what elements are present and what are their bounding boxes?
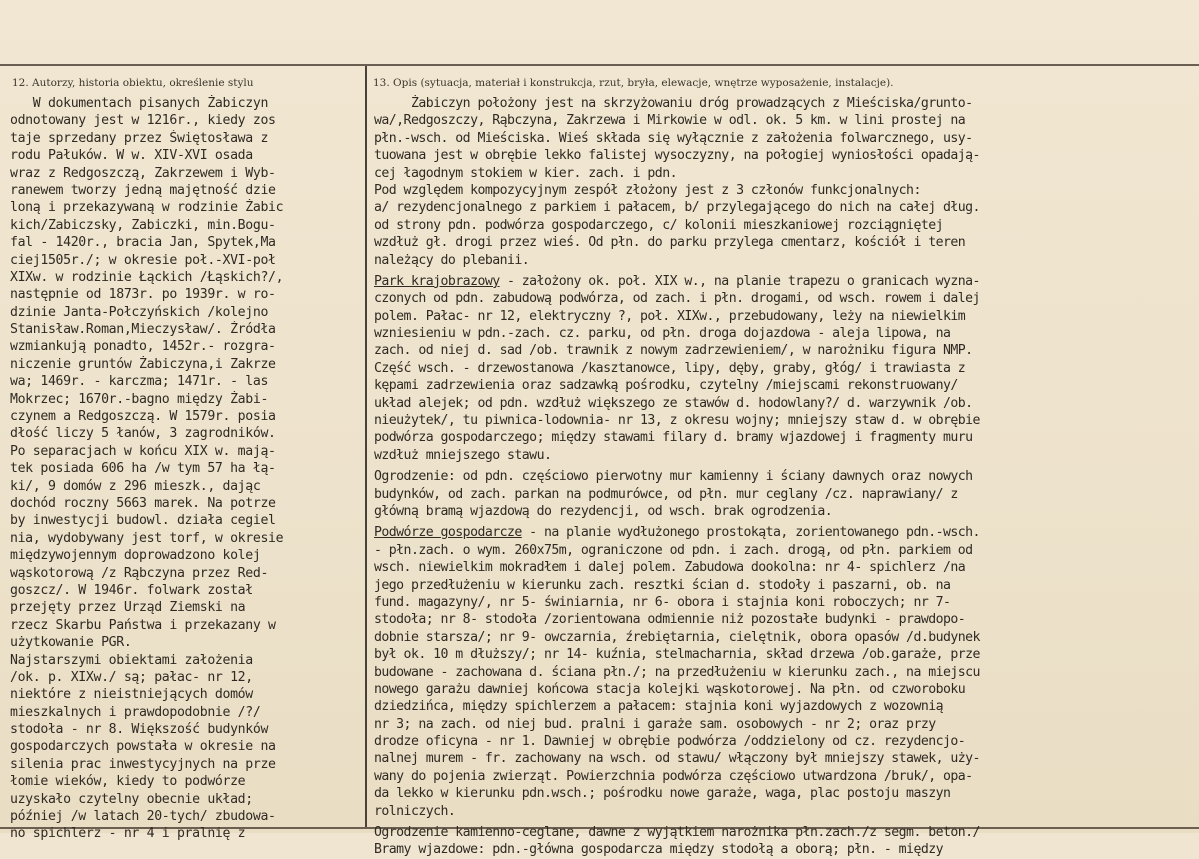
text-line: no spichlerz - nr 4 i pralnię z: [10, 826, 246, 842]
text-line: cej łagodnym stokiem w kier. zach. i pdn.: [374, 165, 677, 181]
text-line: Po separacjach w końcu XIX w. mają-: [10, 443, 276, 459]
text-line: nia, wydobywany jest torf, w okresie: [10, 530, 284, 546]
text-line: /ok. p. XIXw./ są; pałac- nr 12,: [10, 669, 253, 685]
text-line: główną bramą wjazdową do rezydencji, od wsch. brak ogrodzenia.: [374, 503, 833, 519]
history-column: [10, 95, 360, 843]
description-column: [374, 95, 1194, 859]
text-line: Stanisław.Roman,Mieczysław/. Źródła: [10, 322, 276, 338]
text-line: później /w latach 20-tych/ zbudowa-: [10, 809, 276, 825]
text-line: Ogrodzenie kamienno-ceglane, dawne z wyjątkiem narożnika płn.zach./z segm. beton./: [374, 825, 980, 841]
text-line: goszcz/. W 1946r. folwark został: [10, 582, 253, 598]
section-12-header: 12. Autorzy, historia obiektu, określenie stylu: [12, 77, 254, 89]
text-line: nowego garażu dawniej końcowa stacja kolejki wąskotorowej. Na płn. od czworoboku: [374, 681, 966, 697]
text-line: - płn.zach. o wym. 260x75m, ograniczone od pdn. i zach. drogą, od płn. parkiem od: [374, 542, 973, 558]
text-line: rolniczych.: [374, 803, 456, 819]
text-line: Najstarszymi obiektami założenia: [10, 652, 253, 668]
text-line: od strony pdn. podwórza gospodarczego, c/ kolonii mieszkaniowej rozciągniętej: [374, 217, 943, 233]
section-title: Podwórze gospodarcze: [374, 525, 522, 541]
text-line: wa; 1469r. - karczma; 1471r. - las: [10, 374, 269, 390]
text-line: da lekko w kierunku pdn.wsch.; pośrodku nowe garaże, waga, plac postoju maszyn: [374, 786, 951, 802]
text-line: następnie od 1873r. po 1939r. w ro-: [10, 287, 276, 303]
text-line: uzyskało czytelny obecnie układ;: [10, 791, 253, 807]
text-line: Park krajobrazowy - założony ok. poł. XIX w., na planie trapezu o granicach wyzna-: [374, 273, 980, 289]
text-line: wa/,Redgoszczy, Rąbczyna, Zakrzewa i Mirkowie w odl. ok. 5 km. w lini prostej na: [374, 113, 966, 129]
text-line: międzywojennym doprowadzono kolej: [10, 548, 261, 564]
text-line: Mokrzec; 1670r.-bagno między Żabi-: [10, 391, 269, 407]
text-line: drodze oficyna - nr 1. Dawniej w obrębie podwórza /oddzielony od cz. rezydencjo-: [374, 734, 966, 750]
text-line: polem. Pałac- nr 12, elektryczny ?, poł. XIXw., przebudowany, leży na niewielkim: [374, 308, 966, 324]
text-line: W dokumentach pisanych Żabiczyn: [10, 96, 269, 111]
text-line: XIXw. w rodzinie Łąckich /Łąskich?/,: [10, 269, 284, 285]
text-line: loną i przekazywaną w rodzinie Żabic: [10, 200, 284, 216]
text-line: tuowana jest w obrębie lekko falistej wysoczyzny, na połogiej wyniosłości opadają-: [374, 148, 980, 164]
text-line: wzdłuż gł. drogi przez wieś. Od płn. do parku przylega cmentarz, kościół i teren: [374, 235, 966, 251]
text-line: czonych od pdn. zabudową podwórza, od zach. i płn. drogami, od wsch. rowem i dalej: [374, 291, 980, 307]
text-line: układ alejek; od pdn. wzdłuż większego ze stawów d. hodowlany?/ d. warzywnik /ob.: [374, 395, 973, 411]
text-line: budynków, od zach. parkan na podmurówce, od płn. mur ceglany /cz. naprawiany/ z: [374, 486, 958, 502]
text-line: wzdłuż mniejszego stawu.: [374, 447, 552, 463]
text-line: łomie wieków, kiedy to podwórze: [10, 774, 246, 790]
text-line: Podwórze gospodarcze - na planie wydłużonego prostokąta, zorientowanego pdn.-wsch.: [374, 525, 980, 541]
text-line: jego przedłużeniu w kierunku zach. resztki ścian d. stodoły i paszarni, ob. na: [374, 577, 951, 593]
text-line: a/ rezydencjonalnego z parkiem i pałacem, b/ przylegającego do nich na całej dług.: [374, 200, 980, 216]
text-line: dzinie Janta-Połczyńskich /kolejno: [10, 304, 269, 320]
text-line: stodoła; nr 8- stodoła /zorientowana odmiennie niż pozostałe budynki - prawdopo-: [374, 612, 966, 628]
text-line: wzmiankują ponadto, 1452r.- rozgra-: [10, 339, 276, 355]
text-line: czynem a Redgoszczą. W 1579r. posia: [10, 409, 276, 425]
column-divider: [365, 66, 367, 827]
text-line: ki/, 9 domów z 296 mieszk., dając: [10, 478, 261, 494]
text-line: fund. magazyny/, nr 5- świniarnia, nr 6- obora i stajnia koni roboczych; nr 7-: [374, 594, 951, 610]
text-line: dochód roczny 5663 marek. Na potrze: [10, 495, 276, 511]
text-line: fal - 1420r., bracia Jan, Spytek,Ma: [10, 235, 276, 251]
text-line: Część wsch. - drzewostanowa /kasztanowce, lipy, dęby, graby, głóg/ i trawiasta z: [374, 360, 966, 376]
text-line: niektóre z nieistniejących domów: [10, 687, 253, 703]
text-line: przejęty przez Urząd Ziemski na: [10, 600, 246, 616]
text-line: ciej1505r./; w okresie poł.-XVI-poł: [10, 252, 276, 268]
text-line: nieużytek/, tu piwnica-lodownia- nr 13, z okresu wojny; mniejszy staw d. w obrębie: [374, 413, 980, 429]
text-line: stodoła - nr 8. Większość budynków: [10, 722, 269, 738]
text-line: budowane - zachowana d. ściana płn./; na przedłużeniu w kierunku zach., na miejscu: [374, 664, 980, 680]
text-line: odnotowany jest w 1216r., kiedy zos: [10, 113, 276, 129]
text-line: wsch. niewielkim mokradłem i dalej polem. Zabudowa dookolna: nr 4- spichlerz /na: [374, 560, 966, 576]
text-line: wany do pojenia zwierząt. Powierzchnia podwórza częściowo utwardzona /bruk/, opa-: [374, 768, 973, 784]
text-line: dłość liczy 5 łanów, 3 zagrodników.: [10, 426, 276, 442]
text-line: by inwestycji budowl. działa cegiel: [10, 513, 276, 529]
text-line: Żabiczyn położony jest na skrzyżowaniu dróg prowadzących z Mieściska/grunto-: [374, 96, 973, 111]
text-line: zach. od niej d. sad /ob. trawnik z nowym zadrzewieniem/, w narożniku figura NMP.: [374, 343, 973, 359]
text-line: nalnej murem - fr. zachowany na wsch. od stawu/ włączony był mniejszy stawek, uży-: [374, 751, 980, 767]
text-line: rzecz Skarbu Państwa i przekazany w: [10, 617, 276, 633]
text-line: mieszkalnych i prawdopodobnie /?/: [10, 704, 261, 720]
text-line: taje sprzedany przez Świętosława z: [10, 130, 269, 146]
text-line: kępami zadrzewienia oraz sadzawką pośrodku, czytelny /miejscami rekonstruowany/: [374, 378, 958, 394]
top-rule: [0, 64, 1199, 66]
text-line: Pod względem kompozycyjnym zespół złożony jest z 3 członów funkcjonalnych:: [374, 182, 921, 198]
text-line: płn.-wsch. od Mieściska. Wieś składa się wyłącznie z założenia folwarcznego, usy-: [374, 130, 973, 146]
text-line: podwórza gospodarczego; między stawami filary d. bramy wjazdowej i fragmenty muru: [374, 430, 973, 446]
text-line: niczenie gruntów Żabiczyna,i Zakrze: [10, 356, 276, 372]
text-line: należący do plebanii.: [374, 252, 530, 268]
text-line: nr 3; na zach. od niej bud. pralni i garaże sam. osobowych - nr 2; oraz przy: [374, 716, 936, 732]
text-line: Ogrodzenie: od pdn. częściowo pierwotny mur kamienny i ściany dawnych oraz nowych: [374, 469, 973, 485]
section-13-header: 13. Opis (sytuacja, materiał i konstrukcja, rzut, bryła, elewacje, wnętrze wyposażenie, instalacje).: [373, 77, 894, 89]
text-line: silenia prac inwestycyjnych na prze: [10, 756, 276, 772]
text-line: kich/Zabiczsky, Zabiczki, min.Bogu-: [10, 217, 276, 233]
text-line: dziedzińca, między spichlerzem a pałacem: stajnia koni wyjazdowych z wozownią: [374, 699, 943, 715]
text-line: rodu Pałuków. W w. XIV-XVI osada: [10, 148, 253, 164]
text-line: tek posiada 606 ha /w tym 57 ha łą-: [10, 461, 276, 477]
text-line: był ok. 10 m dłuższy/; nr 14- kuźnia, stelmacharnia, skład drzewa /ob.garaże, prze: [374, 647, 980, 663]
text-line: wraz z Redgoszczą, Zakrzewem i Wyb-: [10, 165, 276, 181]
text-line: wąskotorową /z Rąbczyna przez Red-: [10, 565, 269, 581]
text-line: gospodarczych powstała w okresie na: [10, 739, 276, 755]
text-line: dobnie starsza/; nr 9- owczarnia, źrebiętarnia, cielętnik, obora opasów /d.budynek: [374, 629, 980, 645]
text-line: ranewem tworzy jedną majętność dzie: [10, 182, 276, 198]
section-title: Park krajobrazowy: [374, 273, 500, 289]
text-line: wzniesieniu w pdn.-zach. cz. parku, od płn. droga dojazdowa - aleja lipowa, na: [374, 326, 951, 342]
text-line: użytkowanie PGR.: [10, 635, 132, 651]
text-line: Bramy wjazdowe: pdn.-główna gospodarcza między stodołą a oborą; płn. - między: [374, 842, 943, 858]
